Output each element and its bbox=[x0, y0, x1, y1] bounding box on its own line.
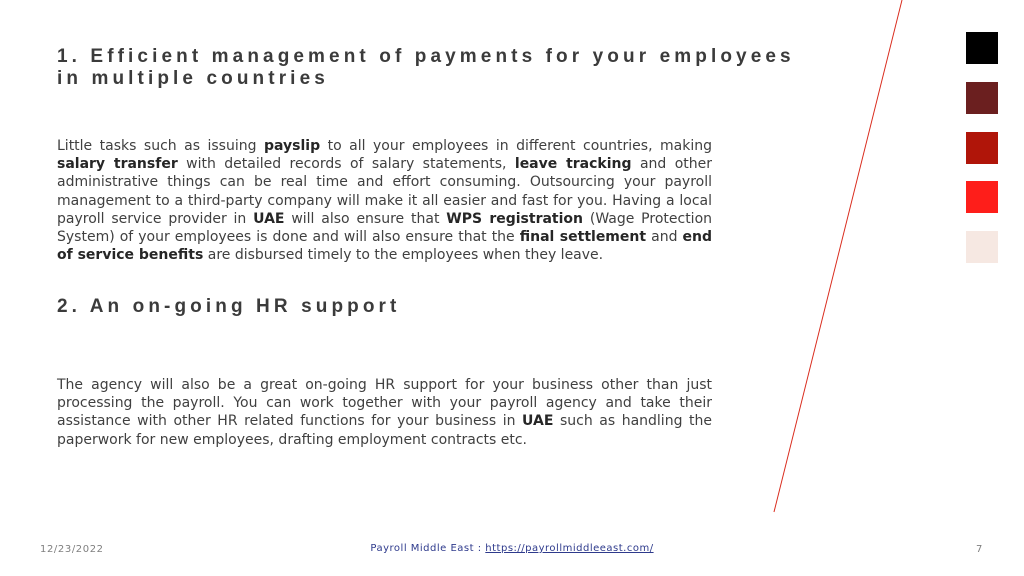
text-run: (Wage Protection System) of your employees is done and will also ensure that the bbox=[57, 210, 713, 246]
bold-term: leave tracking bbox=[514, 156, 632, 173]
section2-paragraph bbox=[57, 376, 712, 449]
color-swatch-dark-red bbox=[966, 132, 998, 164]
bold-term: final settlement bbox=[519, 229, 647, 246]
footer-page-number: 7 bbox=[976, 544, 983, 555]
bold-term: WPS registration bbox=[446, 210, 584, 227]
text-run: will also ensure that bbox=[284, 210, 447, 227]
text-run: and bbox=[646, 229, 683, 246]
color-swatch-maroon bbox=[966, 82, 998, 114]
section1-heading: 1. Efficient management of payments for your employees in multiple countries bbox=[57, 46, 795, 89]
section2-heading: 2. An on-going HR support bbox=[57, 296, 401, 317]
bold-term: payslip bbox=[263, 138, 321, 154]
footer-company-name: Payroll Middle East : bbox=[370, 543, 486, 554]
footer-company bbox=[0, 543, 1024, 554]
text-run: to all your employees in different countries, making bbox=[320, 138, 712, 154]
text-run: Little tasks such as issuing bbox=[57, 138, 264, 154]
color-swatch-red bbox=[966, 181, 998, 213]
footer-url-link[interactable]: https://payrollmiddleeast.com/ bbox=[485, 543, 654, 554]
text-run: such as handling the paperwork for new employees, drafting employment contracts etc. bbox=[57, 413, 712, 448]
bold-term: UAE bbox=[522, 413, 554, 430]
section1-paragraph bbox=[57, 137, 712, 264]
text-run: are disbursed timely to the employees when they leave. bbox=[203, 247, 604, 264]
color-swatch-black bbox=[966, 32, 998, 64]
bold-term: UAE bbox=[253, 210, 285, 227]
text-run: The agency will also be a great on-going HR support for your business other than just processing the payroll. You can work together with your payroll agency and take their assistance with other HR related functions for your business in bbox=[57, 377, 712, 430]
footer-date: 12/23/2022 bbox=[40, 544, 104, 555]
text-run: and other administrative things can be real time and effort consuming. Outsourcing your payroll management to a third-party company will make it all easier and fast for you. Having a local payroll service provider in bbox=[57, 156, 712, 227]
bold-term: salary transfer bbox=[57, 156, 178, 173]
bold-term: end of service benefits bbox=[57, 229, 712, 264]
color-swatch-blush bbox=[966, 231, 998, 263]
text-run: with detailed records of salary statements, bbox=[177, 156, 515, 173]
